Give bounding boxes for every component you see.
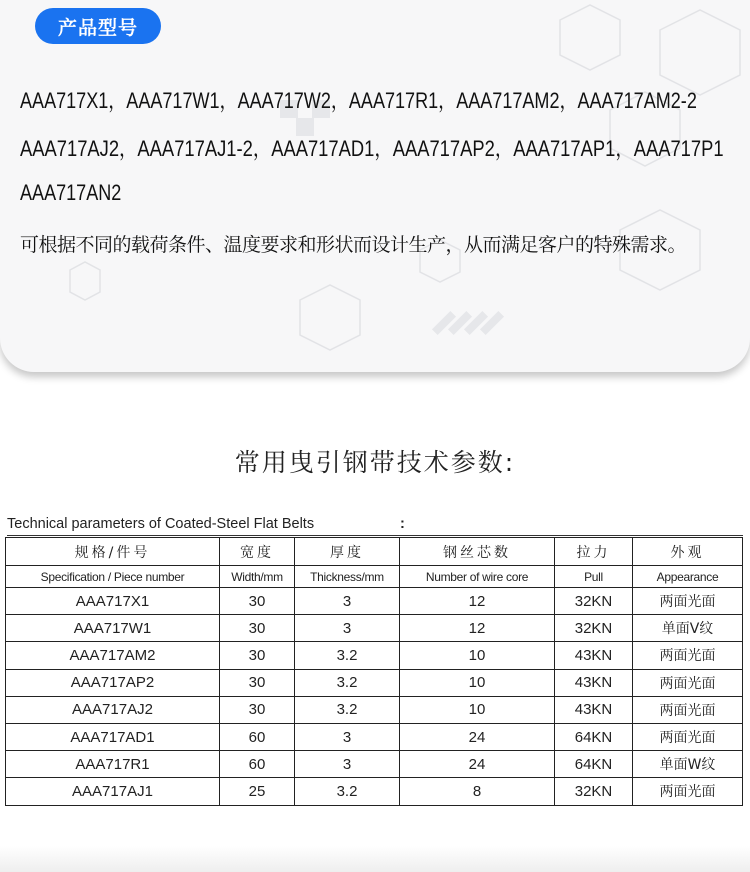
- cell-pull: 32KN: [555, 588, 633, 615]
- cell-width: 60: [220, 751, 295, 778]
- cell-pull: 32KN: [555, 778, 633, 805]
- product-model-card: [0, 0, 750, 372]
- cell-thickness: 3: [295, 615, 400, 642]
- table-row: [6, 778, 743, 805]
- cell-wire-core: 8: [400, 778, 555, 805]
- cell-appearance: 两面光面: [633, 723, 743, 750]
- cell-thickness: 3: [295, 723, 400, 750]
- cell-appearance: 两面光面: [633, 778, 743, 805]
- header-en-thickness: Thickness/mm: [295, 566, 400, 588]
- table-row: [6, 642, 743, 669]
- model-list-line-1: AAA717X1，AAA717W1，AAA717W2，AAA717R1，AAA717AM2，AAA717AM2-2: [20, 88, 697, 113]
- product-model-badge: 产品型号: [35, 8, 161, 44]
- header-en-spec: Specification / Piece number: [6, 566, 220, 588]
- table-row: [6, 723, 743, 750]
- cell-pull: 64KN: [555, 751, 633, 778]
- cell-width: 30: [220, 696, 295, 723]
- header-en-width: Width/mm: [220, 566, 295, 588]
- table-row: [6, 751, 743, 778]
- table-row: [6, 669, 743, 696]
- table-header-en: [6, 566, 743, 588]
- cell-spec: AAA717W1: [6, 615, 220, 642]
- cell-wire-core: 10: [400, 696, 555, 723]
- header-cn-thickness: 厚度: [295, 538, 400, 566]
- cell-width: 30: [220, 615, 295, 642]
- header-cn-spec: 规格/件号: [6, 538, 220, 566]
- cell-thickness: 3: [295, 751, 400, 778]
- cell-wire-core: 12: [400, 588, 555, 615]
- cell-spec: AAA717AM2: [6, 642, 220, 669]
- header-en-appearance: Appearance: [633, 566, 743, 588]
- header-en-wire-core: Number of wire core: [400, 566, 555, 588]
- table-title-text: Technical parameters of Coated-Steel Flat Belts: [7, 516, 315, 532]
- cell-spec: AAA717R1: [6, 751, 220, 778]
- cell-spec: AAA717AD1: [6, 723, 220, 750]
- cell-appearance: 两面光面: [633, 642, 743, 669]
- cell-width: 30: [220, 642, 295, 669]
- cell-thickness: 3.2: [295, 669, 400, 696]
- cell-spec: AAA717AP2: [6, 669, 220, 696]
- cell-appearance: 单面W纹: [633, 751, 743, 778]
- cell-spec: AAA717X1: [6, 588, 220, 615]
- cell-thickness: 3.2: [295, 696, 400, 723]
- cell-pull: 43KN: [555, 669, 633, 696]
- cell-width: 25: [220, 778, 295, 805]
- table-title-colon: :: [400, 516, 405, 532]
- cell-pull: 64KN: [555, 723, 633, 750]
- cell-wire-core: 10: [400, 642, 555, 669]
- table-title: [7, 516, 743, 536]
- table-row: [6, 696, 743, 723]
- cell-width: 30: [220, 588, 295, 615]
- header-cn-pull: 拉力: [555, 538, 633, 566]
- cell-appearance: 单面V纹: [633, 615, 743, 642]
- cell-appearance: 两面光面: [633, 696, 743, 723]
- cell-pull: 43KN: [555, 642, 633, 669]
- cell-wire-core: 24: [400, 723, 555, 750]
- spec-table: [5, 537, 743, 806]
- cell-thickness: 3.2: [295, 778, 400, 805]
- cell-thickness: 3: [295, 588, 400, 615]
- cell-wire-core: 12: [400, 615, 555, 642]
- cell-pull: 43KN: [555, 696, 633, 723]
- cell-width: 30: [220, 669, 295, 696]
- cell-appearance: 两面光面: [633, 588, 743, 615]
- table-row: [6, 615, 743, 642]
- header-cn-width: 宽度: [220, 538, 295, 566]
- model-list-line-3: AAA717AN2: [20, 180, 122, 205]
- header-cn-appearance: 外观: [633, 538, 743, 566]
- header-en-pull: Pull: [555, 566, 633, 588]
- table-header-cn: [6, 538, 743, 566]
- cell-spec: AAA717AJ2: [6, 696, 220, 723]
- cell-spec: AAA717AJ1: [6, 778, 220, 805]
- cell-pull: 32KN: [555, 615, 633, 642]
- product-description: 可根据不同的载荷条件、温度要求和形状而设计生产，从而满足客户的特殊需求。: [20, 234, 687, 256]
- cell-width: 60: [220, 723, 295, 750]
- model-list-line-2: AAA717AJ2，AAA717AJ1-2，AAA717AD1，AAA717AP2，AAA717AP1，AAA717P1: [20, 136, 724, 161]
- table-row: [6, 588, 743, 615]
- section-title: 常用曳引钢带技术参数:: [234, 448, 516, 477]
- cell-thickness: 3.2: [295, 642, 400, 669]
- bottom-divider-shadow: [0, 846, 750, 872]
- header-cn-wire-core: 钢丝芯数: [400, 538, 555, 566]
- cell-wire-core: 10: [400, 669, 555, 696]
- cell-appearance: 两面光面: [633, 669, 743, 696]
- cell-wire-core: 24: [400, 751, 555, 778]
